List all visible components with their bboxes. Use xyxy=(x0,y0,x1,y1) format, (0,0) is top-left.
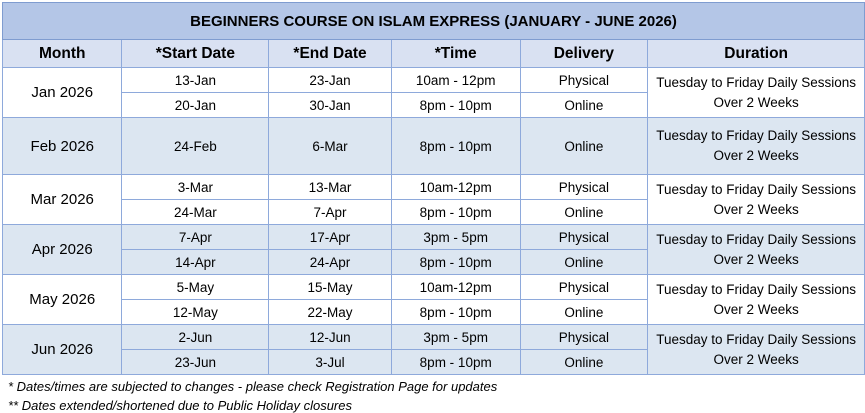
time-cell: 10am - 12pm xyxy=(391,68,520,93)
delivery-cell: Online xyxy=(520,118,648,175)
end-date-cell: 7-Apr xyxy=(269,200,392,225)
time-cell: 10am-12pm xyxy=(391,175,520,200)
start-date-cell: 5-May xyxy=(122,275,269,300)
start-date-cell: 2-Jun xyxy=(122,325,269,350)
delivery-cell: Online xyxy=(520,350,648,375)
duration-cell: Tuesday to Friday Daily Sessions Over 2 Weeks xyxy=(648,325,865,375)
time-cell: 8pm - 10pm xyxy=(391,350,520,375)
time-cell: 8pm - 10pm xyxy=(391,300,520,325)
month-cell: Jan 2026 xyxy=(3,68,122,118)
time-cell: 3pm - 5pm xyxy=(391,225,520,250)
month-cell: Apr 2026 xyxy=(3,225,122,275)
table-row xyxy=(3,175,865,200)
end-date-cell: 22-May xyxy=(269,300,392,325)
duration-cell: Tuesday to Friday Daily Sessions Over 2 Weeks xyxy=(648,275,865,325)
header-start-date: *Start Date xyxy=(122,40,269,68)
time-cell: 10am-12pm xyxy=(391,275,520,300)
duration-cell: Tuesday to Friday Daily Sessions Over 2 Weeks xyxy=(648,225,865,275)
delivery-cell: Physical xyxy=(520,175,648,200)
end-date-cell: 3-Jul xyxy=(269,350,392,375)
duration-cell: Tuesday to Friday Daily Sessions Over 2 Weeks xyxy=(648,175,865,225)
delivery-cell: Online xyxy=(520,300,648,325)
end-date-cell: 6-Mar xyxy=(269,118,392,175)
schedule-sheet xyxy=(2,2,865,413)
end-date-cell: 13-Mar xyxy=(269,175,392,200)
time-cell: 8pm - 10pm xyxy=(391,93,520,118)
delivery-cell: Online xyxy=(520,250,648,275)
header-duration: Duration xyxy=(648,40,865,68)
month-cell: Feb 2026 xyxy=(3,118,122,175)
time-cell: 8pm - 10pm xyxy=(391,118,520,175)
start-date-cell: 7-Apr xyxy=(122,225,269,250)
time-cell: 8pm - 10pm xyxy=(391,250,520,275)
end-date-cell: 23-Jan xyxy=(269,68,392,93)
delivery-cell: Physical xyxy=(520,225,648,250)
table-row xyxy=(3,68,865,93)
end-date-cell: 15-May xyxy=(269,275,392,300)
delivery-cell: Online xyxy=(520,93,648,118)
start-date-cell: 12-May xyxy=(122,300,269,325)
table-row xyxy=(3,275,865,300)
duration-cell: Tuesday to Friday Daily Sessions Over 2 Weeks xyxy=(648,68,865,118)
start-date-cell: 24-Mar xyxy=(122,200,269,225)
month-cell: Jun 2026 xyxy=(3,325,122,375)
header-month: Month xyxy=(3,40,122,68)
start-date-cell: 13-Jan xyxy=(122,68,269,93)
delivery-cell: Online xyxy=(520,200,648,225)
schedule-table xyxy=(2,2,865,375)
footnote-holidays: ** Dates extended/shortened due to Public Holiday closures xyxy=(8,398,352,413)
table-row xyxy=(3,325,865,350)
end-date-cell: 12-Jun xyxy=(269,325,392,350)
table-row xyxy=(3,225,865,250)
table-row xyxy=(3,118,865,175)
header-row xyxy=(3,40,865,68)
header-delivery: Delivery xyxy=(520,40,648,68)
delivery-cell: Physical xyxy=(520,68,648,93)
time-cell: 3pm - 5pm xyxy=(391,325,520,350)
end-date-cell: 17-Apr xyxy=(269,225,392,250)
footnote-changes: * Dates/times are subjected to changes - please check Registration Page for updates xyxy=(8,379,498,394)
month-cell: May 2026 xyxy=(3,275,122,325)
duration-cell: Tuesday to Friday Daily Sessions Over 2 Weeks xyxy=(648,118,865,175)
time-cell: 8pm - 10pm xyxy=(391,200,520,225)
table-title: BEGINNERS COURSE ON ISLAM EXPRESS (JANUARY - JUNE 2026) xyxy=(3,3,865,40)
start-date-cell: 3-Mar xyxy=(122,175,269,200)
end-date-cell: 24-Apr xyxy=(269,250,392,275)
start-date-cell: 20-Jan xyxy=(122,93,269,118)
end-date-cell: 30-Jan xyxy=(269,93,392,118)
month-cell: Mar 2026 xyxy=(3,175,122,225)
start-date-cell: 23-Jun xyxy=(122,350,269,375)
start-date-cell: 14-Apr xyxy=(122,250,269,275)
start-date-cell: 24-Feb xyxy=(122,118,269,175)
delivery-cell: Physical xyxy=(520,275,648,300)
schedule-body xyxy=(3,68,865,375)
delivery-cell: Physical xyxy=(520,325,648,350)
header-end-date: *End Date xyxy=(269,40,392,68)
header-time: *Time xyxy=(391,40,520,68)
